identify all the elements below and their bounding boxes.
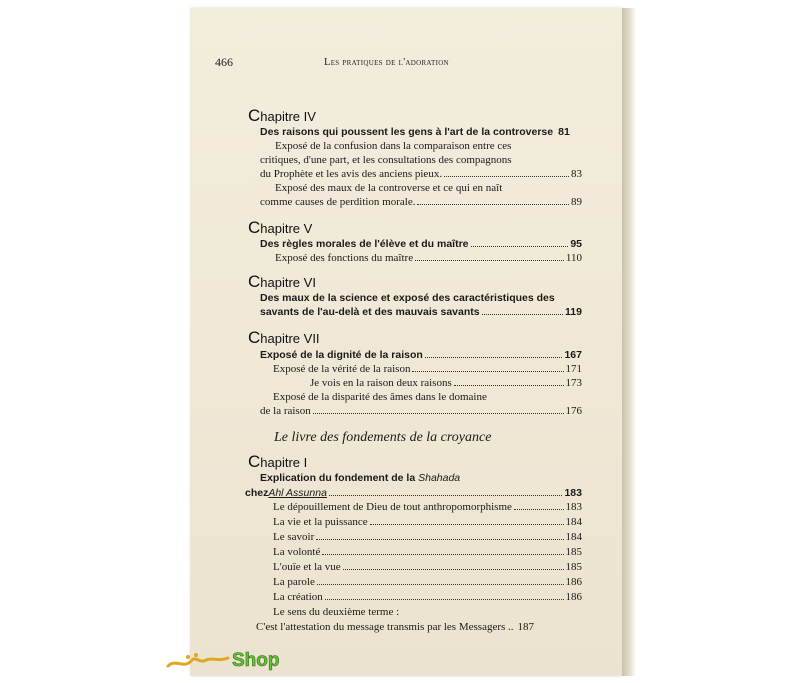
chapter-title-initial: C (248, 328, 261, 347)
toc-entry[interactable] (260, 168, 582, 181)
toc-entry-page: 81 (558, 126, 570, 138)
toc-entry-page: 183 (564, 487, 582, 499)
leader-dots (444, 168, 569, 177)
leader-dots (412, 363, 563, 372)
toc-entry-text: L'ouïe et la vue (273, 561, 341, 573)
chapter-title-initial: C (248, 218, 261, 237)
toc-entry[interactable] (260, 238, 582, 251)
toc-entry[interactable] (273, 501, 582, 514)
toc-entry-text (260, 472, 460, 485)
toc-entry[interactable] (256, 621, 582, 634)
hand-icon (166, 648, 230, 674)
toc-entry[interactable] (260, 306, 582, 319)
toc-entry-page: 167 (564, 349, 582, 361)
toc-entry[interactable] (273, 363, 582, 376)
toc-entry-emphasis: Ahl Assunna (268, 487, 327, 499)
leader-dots (316, 531, 563, 540)
toc-entry[interactable] (260, 405, 582, 418)
toc-entry-text: Explication du fondement de la (260, 472, 419, 484)
toc-entry-page: 173 (565, 377, 582, 389)
toc-entry[interactable] (260, 126, 582, 139)
toc-entry[interactable] (245, 487, 582, 500)
toc-entry-text: Le savoir (273, 531, 315, 543)
toc-entry[interactable] (260, 196, 582, 209)
toc-entry-text: savants de l'au-delà et des mauvais savants (260, 306, 480, 318)
toc-entry-page: 176 (565, 405, 582, 417)
toc-entry-text: chez (245, 487, 269, 499)
leader-dots (329, 487, 563, 496)
toc-entry-page: 187 (517, 621, 535, 633)
toc-entry[interactable] (273, 516, 582, 529)
toc-entry-text: La parole (273, 576, 315, 588)
toc-entry-text: C'est l'attestation du message transmis par les Messagers .. (256, 621, 514, 633)
running-header: Les pratiques de l'adoration (324, 57, 449, 68)
toc-entry-page: 110 (565, 252, 582, 264)
toc-entry-text: Exposé de la vérité de la raison (273, 363, 411, 375)
toc-entry-text: Exposé de la dignité de la raison (260, 349, 423, 361)
toc-entry-text: Exposé de la disparité des âmes dans le domaine (273, 391, 487, 403)
toc-entry-page: 184 (565, 531, 582, 543)
toc-entry-text: Exposé de la confusion dans la comparaison entre ces (275, 140, 512, 152)
toc-entry[interactable] (310, 377, 582, 390)
leader-dots (370, 516, 564, 525)
chapter-title-initial: C (248, 452, 261, 471)
page-edge-shadow (622, 8, 636, 676)
chapter-title-initial: C (248, 106, 261, 125)
toc-entry-text: La vie et la puissance (273, 516, 368, 528)
toc-entry-page: 89 (571, 196, 582, 208)
section-book-title: Le livre des fondements de la croyance (274, 430, 492, 445)
toc-entry-page: 171 (565, 363, 582, 375)
toc-entry-text: La création (273, 591, 323, 603)
toc-entry-page: 185 (565, 561, 582, 573)
toc-entry-text: Des règles morales de l'élève et du maître (260, 238, 469, 250)
toc-entry-text: La volonté (273, 546, 321, 558)
toc-entry[interactable] (273, 561, 582, 574)
leader-dots (325, 591, 564, 600)
leader-dots (322, 546, 563, 555)
toc-entry-text: critiques, d'une part, et les consultations des compagnons (260, 154, 512, 166)
leader-dots (471, 238, 569, 247)
toc-entry-text: Des maux de la science et exposé des caractéristiques des (260, 292, 555, 304)
chapter-vii-title: Chapitre VII (248, 328, 320, 347)
chapter-v-title: Chapitre V (248, 218, 313, 237)
toc-entry[interactable] (273, 591, 582, 604)
leader-dots (482, 306, 563, 315)
toc-entry-text: de la raison (260, 405, 311, 417)
leader-dots (317, 576, 564, 585)
toc-entry-text: Exposé des fonctions du maître (275, 252, 414, 264)
toc-entry-text: comme causes de perdition morale. (260, 196, 416, 208)
leader-dots (313, 405, 564, 414)
toc-entry[interactable] (275, 252, 582, 265)
toc-entry-page: 95 (570, 238, 582, 250)
toc-entry[interactable] (260, 349, 582, 362)
toc-entry[interactable] (273, 576, 582, 589)
leader-dots (514, 501, 564, 510)
chapter-title-initial: C (248, 272, 261, 291)
leader-dots (417, 196, 569, 205)
toc-entry-page: 186 (565, 591, 582, 603)
leader-dots (415, 252, 564, 261)
chapter-vi-title: Chapitre VI (248, 272, 316, 291)
toc-entry-page: 184 (565, 516, 582, 528)
shop-logo[interactable] (166, 648, 280, 674)
toc-entry[interactable] (273, 546, 582, 559)
chapter-i-title: Chapitre I (248, 452, 308, 471)
toc-entry-text: du Prophète et les avis des anciens pieux. (260, 168, 443, 180)
shop-logo-text: Shop (232, 650, 280, 671)
toc-entry-text: Le dépouillement de Dieu de tout anthropomorphisme (273, 501, 512, 513)
toc-entry-page: 119 (565, 306, 582, 318)
toc-entry-text: Je vois en la raison deux raisons (310, 377, 452, 389)
toc-entry-page: 183 (565, 501, 582, 513)
page-number: 466 (215, 55, 233, 69)
toc-entry-page: 185 (565, 546, 582, 558)
leader-dots (454, 377, 564, 386)
toc-entry[interactable] (273, 531, 582, 544)
toc-entry-text: Le sens du deuxième terme : (273, 606, 400, 618)
chapter-iv-title: Chapitre IV (248, 106, 316, 125)
toc-entry-emphasis: Shahada (418, 472, 461, 484)
toc-entry-page: 186 (565, 576, 582, 588)
toc-entry-text: Exposé des maux de la controverse et ce qui en naît (275, 182, 503, 194)
toc-entry-text: Des raisons qui poussent les gens à l'art de la controverse (260, 126, 554, 138)
toc-entry-page: 83 (571, 168, 582, 180)
leader-dots (425, 349, 563, 358)
leader-dots (343, 561, 564, 570)
